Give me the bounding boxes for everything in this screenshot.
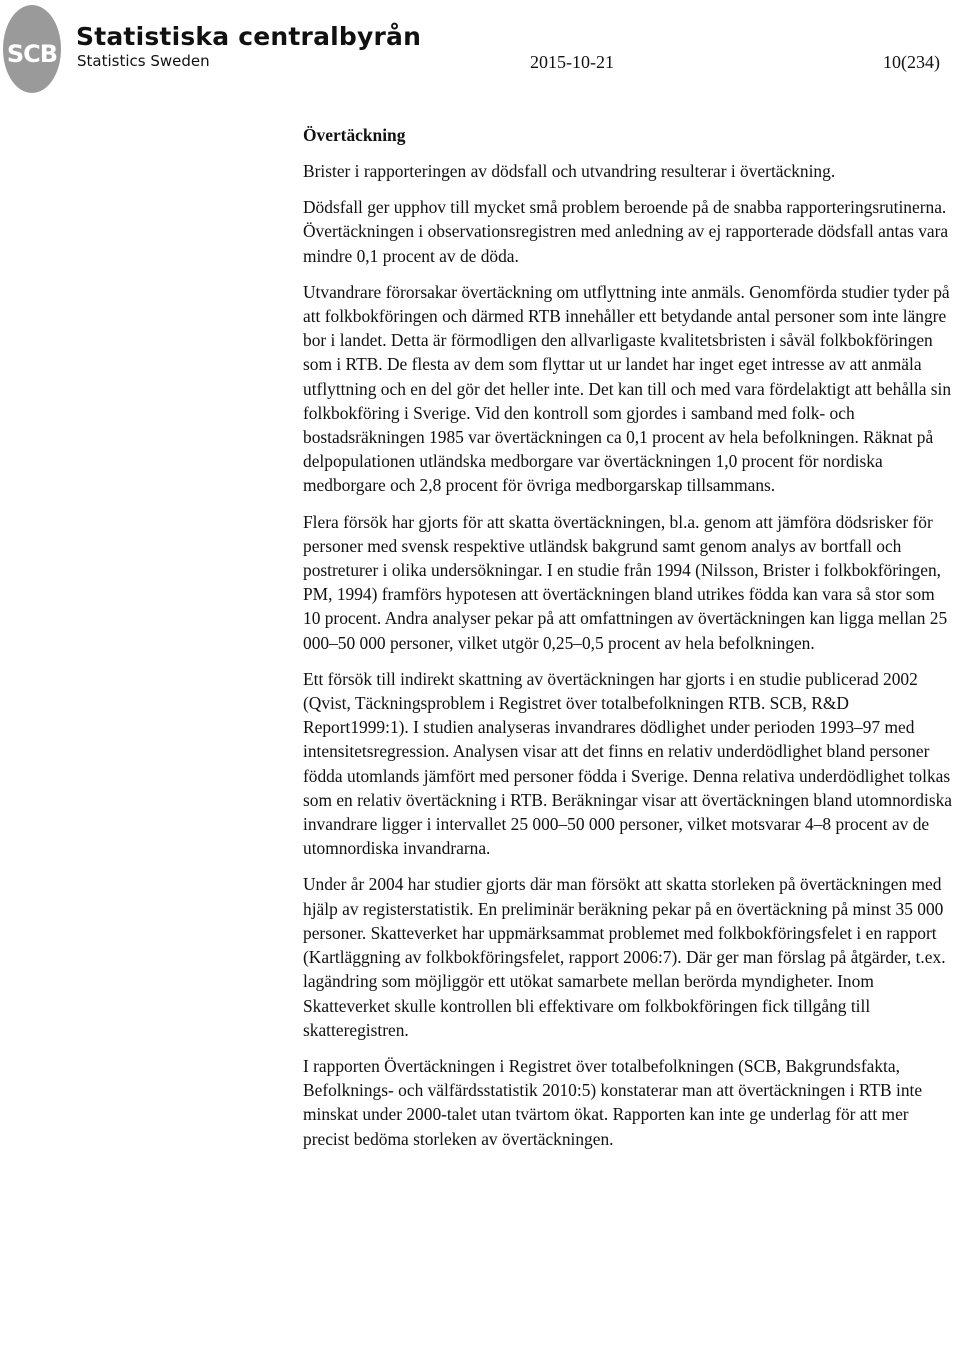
- section-heading: Övertäckning: [303, 125, 406, 145]
- page-number: 10(234): [883, 52, 940, 72]
- scb-seal-icon: [2, 4, 62, 94]
- paragraph: I rapporten Övertäckningen i Registret över totalbefolkningen (SCB, Bakgrundsfakta, Befolknings- och välfärdsstatistik 2010:5) konstaterar man att övertäckningen i RTB inte minskat under 2000-talet utan tvärtom ökat. Rapporten kan inte ge underlag för att mer precist bedöma storleken av övertäckningen.: [303, 1055, 923, 1149]
- paragraph: Utvandrare förorsakar övertäckning om utflyttning inte anmäls. Genomförda studier tyder på att folkbokföringen och därmed RTB innehåller ett betydande antal personer som inte längre bor i landet. Detta är förmodligen den allvarligaste kvalitetsbristen i såväl folkbokföringen som i RTB. De flesta av dem som flyttar ut ur landet har inget eget intresse av att anmäla utflyttning och en del gör det heller inte. Det kan till och med vara fördelaktigt att behålla sin folkbokföring i Sverige. Vid den kontroll som gjordes i samband med folk- och bostadsräkningen 1985 var övertäckningen ca 0,1 procent av hela befolkningen. Räknat på delpopulationen utländska medborgare var övertäckningen 1,0 procent för nordiska medborgare och 2,8 procent för övriga medborgarskap tillsammans.: [303, 281, 952, 496]
- paragraph: Dödsfall ger upphov till mycket små problem beroende på de snabba rapporteringsrutinerna. Övertäckningen i observationsregistren med anledning av ej rapporterade dödsfall antas vara mindre 0,1 procent av de döda.: [303, 197, 949, 266]
- paragraph: Under år 2004 har studier gjorts där man försökt att skatta storleken på övertäckningen med hjälp av registerstatistik. En preliminär beräkning pekar på en övertäckning på minst 35 000 personer. Skatteverket har uppmärksammat problemet med folkbokföringsfelet i en rapport (Kartläggning av folkbokföringsfelet, rapport 2006:7). Där ger man förslag på åtgärder, t.ex. lagändring som möjliggör ett utökat samarbete mellan berörda myndigheter. Inom Skatteverket skulle kontrollen bli effektivare om folkbokföringen fick tillgång till skatteregistren.: [303, 874, 946, 1040]
- org-name-en: Statistics Sweden: [77, 52, 210, 70]
- paragraph: Ett försök till indirekt skattning av övertäckningen har gjorts i en studie publicerad 2002 (Qvist, Täckningsproblem i Registret över totalbefolkningen RTB. SCB, R&D Report1999:1). I studien analyseras invandrares dödlighet under perioden 1993–97 med intensitetsregression. Analysen visar att det finns en relativ underdödlighet bland personer födda utomlands jämfört med personer födda i Sverige. Denna relativa underdödlighet tolkas som en relativ övertäckning i RTB. Beräkningar visar att övertäckningen bland utomnordiska invandrare ligger i intervallet 25 000–50 000 personer, vilket motsvarar 4–8 procent av de utomnordiska invandrarna.: [303, 668, 952, 859]
- paragraph: Flera försök har gjorts för att skatta övertäckningen, bl.a. genom att jämföra dödsrisker för personer med svensk respektive utländsk bakgrund samt genom analys av bortfall och postreturer i olika undersökningar. I en studie från 1994 (Nilsson, Brister i folkbokföringen, PM, 1994) framförs hypotesen att övertäckningen bland utrikes födda kan vara så stor som 10 procent. Andra analyser pekar på att omfattningen av övertäckningen kan ligga mellan 25 000–50 000 personer, vilket utgör 0,25–0,5 procent av hela befolkningen.: [303, 511, 948, 653]
- paragraph: Brister i rapporteringen av dödsfall och utvandring resulterar i övertäckning.: [303, 161, 836, 181]
- document-body: [303, 122, 953, 1163]
- document-date: 2015-10-21: [530, 52, 614, 72]
- org-name: Statistiska centralbyrån: [76, 22, 422, 51]
- scb-logo: [0, 0, 422, 100]
- logo-seal-text: SCB: [6, 40, 58, 68]
